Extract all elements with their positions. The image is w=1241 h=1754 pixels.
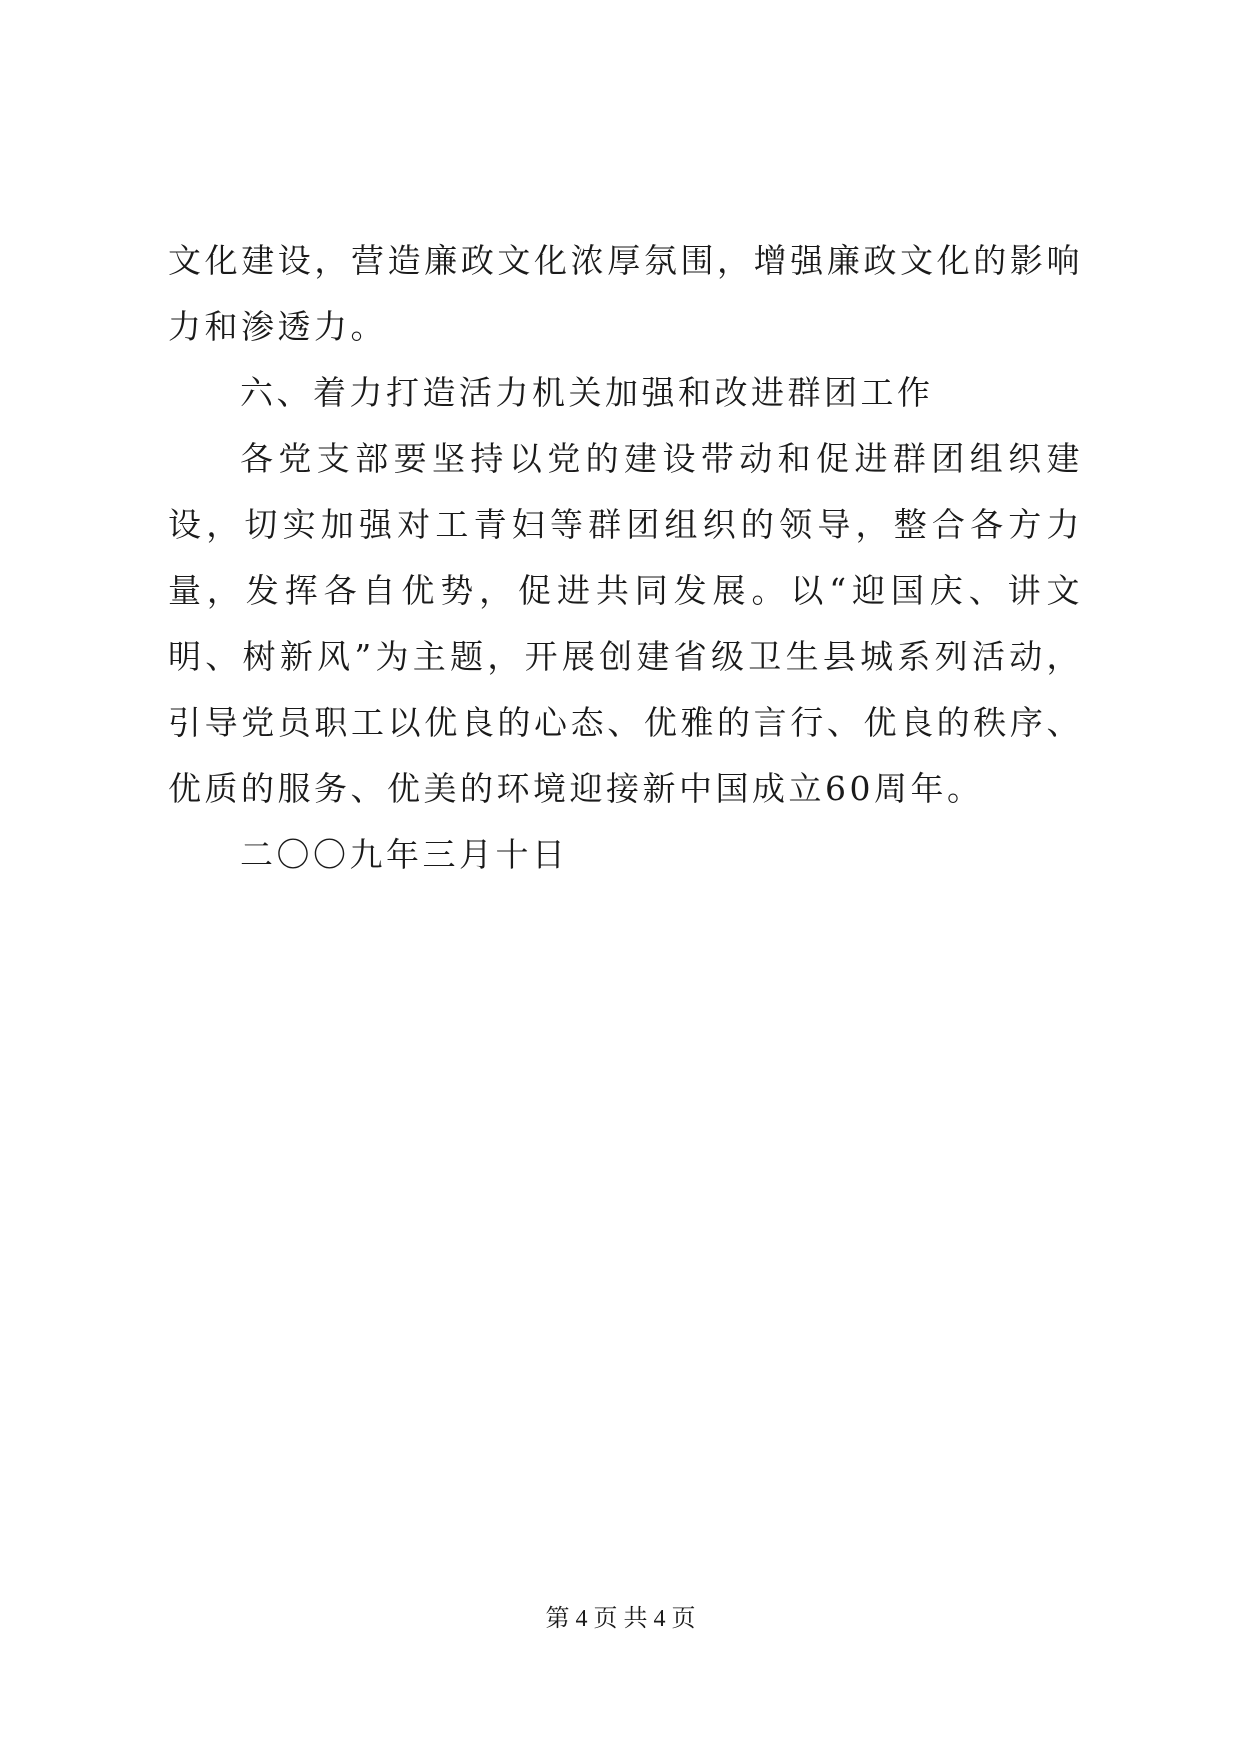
page-footer <box>0 1598 1241 1633</box>
document-date: 二〇〇九年三月十日 <box>240 835 569 874</box>
paragraph-body: 各党支部要坚持以党的建设带动和促进群团组织建设，切实加强对工青妇等群团组织的领导，整合各方力量，发挥各自优势，促进共同发展。以“迎国庆、讲文明、树新风”为主题，开展创建省级卫生县城系列活动，引导党员职工以优良的心态、优雅的言行、优良的秩序、优质的服务、优美的环境迎接新中国成立60周年。 <box>168 439 1083 808</box>
paragraph-continuation: 文化建设，营造廉政文化浓厚氛围，增强廉政文化的影响力和渗透力。 <box>168 241 1083 346</box>
section-heading: 六、着力打造活力机关加强和改进群团工作 <box>240 373 934 412</box>
document-body <box>168 228 1083 888</box>
page-number-label: 第 4 页 共 4 页 <box>545 1606 696 1632</box>
